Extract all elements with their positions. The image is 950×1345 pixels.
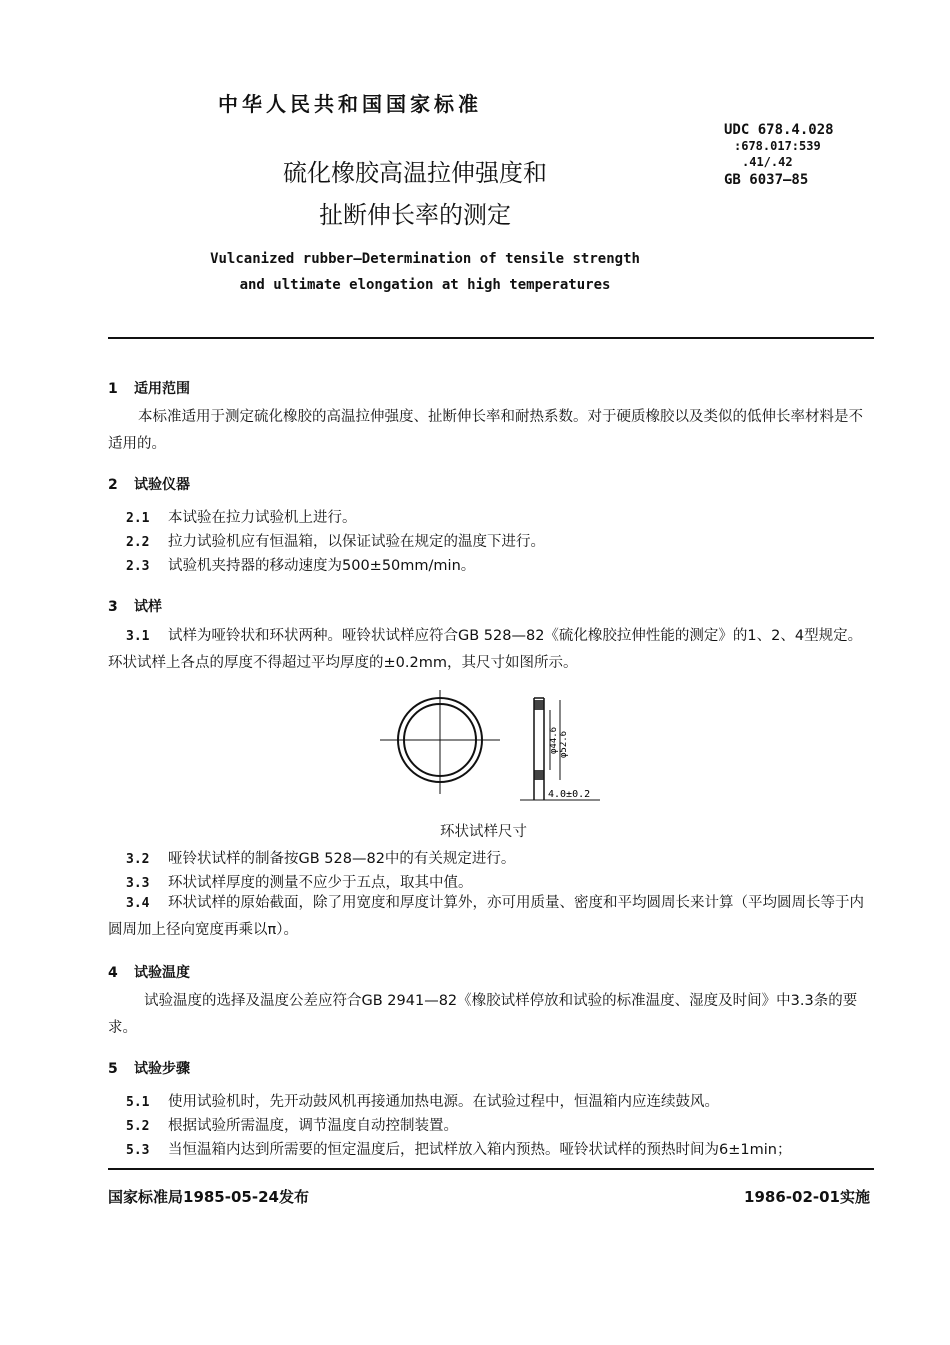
- clause-2-1: [126, 506, 357, 527]
- clause-3-1: [108, 623, 873, 677]
- clause-text: 环状试样厚度的测量不应少于五点，取其中值。: [168, 875, 473, 891]
- section-5-heading: [108, 1058, 190, 1078]
- clause-5-1: [126, 1090, 719, 1111]
- clause-text: 拉力试验机应有恒温箱，以保证试验在规定的温度下进行。: [168, 534, 545, 550]
- clause-3-3: [126, 871, 473, 892]
- section-4-title: 试验温度: [134, 965, 190, 981]
- clause-number: 3.3: [126, 876, 150, 891]
- section-2-heading: [108, 474, 190, 494]
- section-2-number: 2: [108, 477, 118, 493]
- dim-label-inner: φ44.6: [549, 726, 559, 754]
- section-1-heading: [108, 378, 190, 398]
- clause-text: 试验机夹持器的移动速度为500±50mm/min。: [168, 558, 476, 574]
- gb-code: GB 6037—85: [724, 172, 809, 188]
- dim-label-thickness: 4.0±0.2: [548, 789, 591, 800]
- section-1-title: 适用范围: [134, 381, 190, 397]
- clause-5-3: [126, 1138, 791, 1159]
- document-title-cn: [0, 152, 830, 236]
- effective-date: 1986-02-01实施: [744, 1188, 870, 1206]
- udc-line-2: :678.017:539: [734, 139, 821, 153]
- clause-number: 5.2: [126, 1119, 150, 1134]
- title-cn-line-1: 硫化橡胶高温拉伸强度和: [283, 159, 547, 187]
- title-en-line-2: and ultimate elongation at high temperatures: [239, 277, 611, 293]
- clause-number: 2.2: [126, 535, 150, 550]
- section-3-title: 试样: [134, 599, 162, 615]
- section-5-title: 试验步骤: [134, 1061, 190, 1077]
- clause-number: 2.3: [126, 559, 150, 574]
- section-2-title: 试验仪器: [134, 477, 190, 493]
- section-hatch-top: [534, 700, 544, 710]
- header-divider: [108, 337, 874, 339]
- clause-3-4: [108, 890, 873, 944]
- clause-number: 3.1: [126, 629, 150, 644]
- clause-text: 当恒温箱内达到所需要的恒定温度后，把试样放入箱内预热。哑铃状试样的预热时间为6±1min；: [168, 1142, 792, 1158]
- udc-line-1: UDC 678.4.028: [724, 122, 834, 138]
- section-3-heading: [108, 596, 162, 616]
- document-title-en: [0, 246, 850, 298]
- national-standard-heading: 中华人民共和国国家标准: [218, 92, 482, 116]
- section-hatch-bottom: [534, 770, 544, 780]
- clause-number: 3.4: [126, 896, 150, 911]
- section-5-number: 5: [108, 1061, 118, 1077]
- clause-number: 3.2: [126, 852, 150, 867]
- title-cn-line-2: 扯断伸长率的测定: [319, 201, 511, 229]
- dim-label-outer: φ52.6: [559, 730, 569, 758]
- clause-5-2: [126, 1114, 458, 1135]
- section-4-paragraph: 试验温度的选择及温度公差应符合GB 2941—82《橡胶试样停放和试验的标准温度、湿度及时间》中3.3条的要求。: [108, 993, 858, 1036]
- clause-text: 根据试验所需温度，调节温度自动控制装置。: [168, 1118, 458, 1134]
- clause-text: 使用试验机时，先开动鼓风机再接通加热电源。在试验过程中，恒温箱内应连续鼓风。: [168, 1094, 719, 1110]
- figure-caption: 环状试样尺寸: [440, 824, 527, 840]
- clause-text: 环状试样的原始截面，除了用宽度和厚度计算外，亦可用质量、密度和平均圆周长来计算（平均圆周长等于内圆周加上径向宽度再乘以π）。: [108, 895, 864, 938]
- section-1-number: 1: [108, 381, 118, 397]
- clause-text: 哑铃状试样的制备按GB 528—82中的有关规定进行。: [168, 851, 516, 867]
- clause-number: 5.1: [126, 1095, 150, 1110]
- clause-text: 本试验在拉力试验机上进行。: [168, 510, 357, 526]
- title-en-line-1: Vulcanized rubber—Determination of tensile strength: [210, 251, 640, 267]
- section-4-heading: [108, 962, 190, 982]
- clause-number: 5.3: [126, 1143, 150, 1158]
- section-1-paragraph: 本标准适用于测定硫化橡胶的高温拉伸强度、扯断伸长率和耐热系数。对于硬质橡胶以及类似的低伸长率材料是不适用的。: [108, 409, 863, 452]
- section-3-number: 3: [108, 599, 118, 615]
- udc-line-3: .41/.42: [742, 155, 793, 169]
- ring-specimen-figure: [370, 688, 620, 813]
- clause-number: 2.1: [126, 511, 150, 526]
- clause-text: 试样为哑铃状和环状两种。哑铃状试样应符合GB 528—82《硫化橡胶拉伸性能的测定》的1、2、4型规定。环状试样上各点的厚度不得超过平均厚度的±0.2mm，其尺寸如图所示。: [108, 628, 863, 671]
- footer-divider: [108, 1168, 874, 1170]
- section-4-number: 4: [108, 965, 118, 981]
- clause-3-2: [126, 847, 515, 868]
- clause-2-3: [126, 554, 475, 575]
- issued-date: 国家标准局1985-05-24发布: [108, 1188, 309, 1206]
- clause-2-2: [126, 530, 545, 551]
